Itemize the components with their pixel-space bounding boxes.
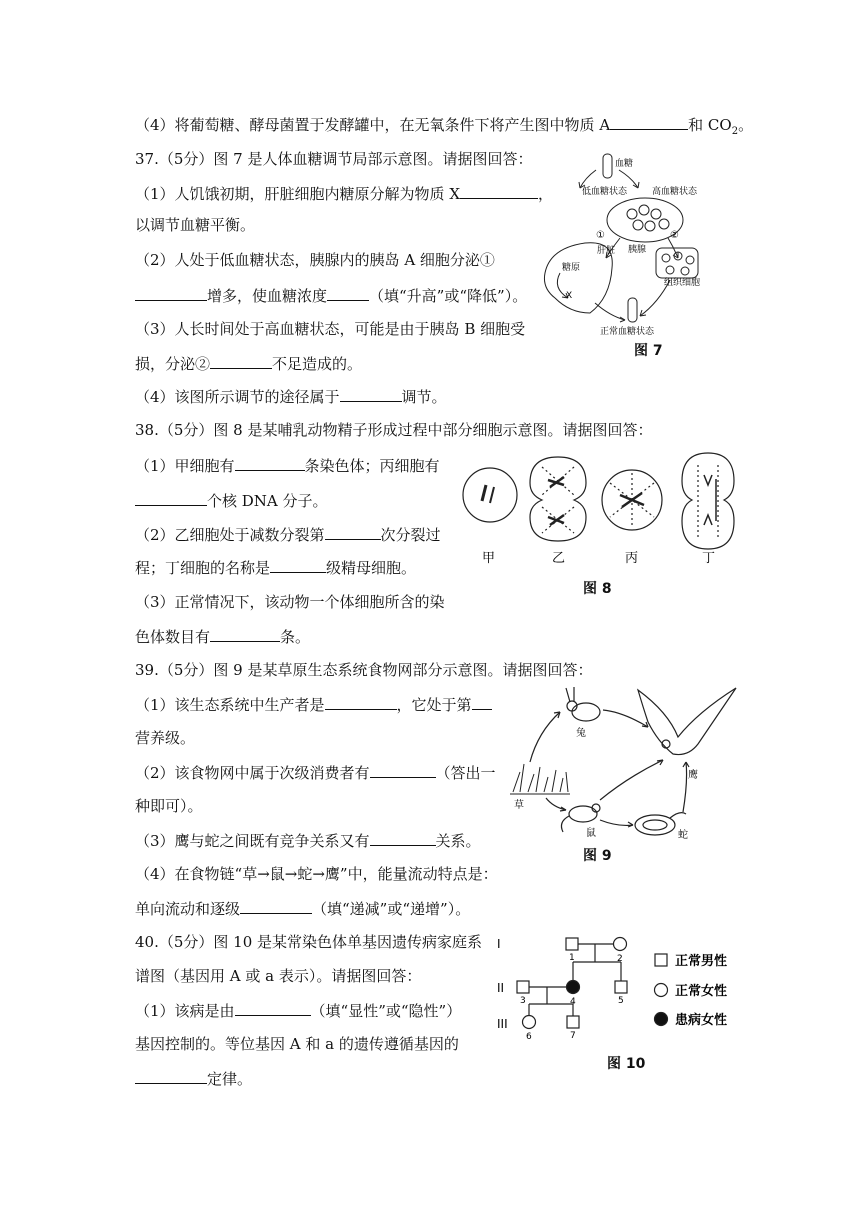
number-5: 5 xyxy=(618,996,624,1006)
q37-p3b: 损，分泌② 不足造成的。 xyxy=(135,355,363,373)
q40-title: 40.（5分）图 10 是某常染色体单基因遗传病家庭系 xyxy=(135,933,483,951)
figure-7-caption: 图 7 xyxy=(634,343,663,359)
answer-blank[interactable] xyxy=(610,114,688,130)
label-rabbit: 兔 xyxy=(576,728,586,739)
answer-blank[interactable] xyxy=(235,455,305,471)
individual-6-female xyxy=(523,1016,536,1029)
label-tissue-cells: 组织细胞 xyxy=(664,278,701,288)
label-x: X xyxy=(566,291,573,301)
label-normal-sugar: 正常血糖状态 xyxy=(600,327,655,337)
q36-p4: （4）将葡萄糖、酵母菌置于发酵罐中，在无氧条件下将产生图中物质 A 和 $CO_2$。 xyxy=(135,116,754,137)
q38-p1: （1）甲细胞有 条染色体；丙细胞有 xyxy=(135,457,440,475)
figure-7-blood-sugar-diagram xyxy=(540,148,750,348)
number-2: 2 xyxy=(617,954,623,964)
figure-9-food-web xyxy=(508,682,748,847)
individual-5-male xyxy=(615,981,627,993)
eagle-icon xyxy=(638,688,736,755)
q40-p1b: 基因控制的。等位基因 A 和 a 的遗传遵循基因的 xyxy=(135,1035,459,1053)
q40-title2: 谱图（基因用 A 或 a 表示）。请据图回答： xyxy=(135,967,422,985)
answer-blank[interactable] xyxy=(210,353,272,369)
q38-p3: （3）正常情况下，该动物一个体细胞所含的染 xyxy=(135,593,445,611)
grass-icon xyxy=(510,764,570,794)
q39-p2: （2）该食物网中属于次级消费者有 （答出一 xyxy=(135,764,496,782)
q37-p3: （3）人长时间处于高血糖状态，可能是由于胰岛 B 细胞受 xyxy=(135,320,526,338)
q38-p1b: 个核 DNA 分子。 xyxy=(135,490,328,511)
figure-9-caption: 图 9 xyxy=(583,848,612,864)
individual-1-male xyxy=(566,938,578,950)
answer-blank[interactable] xyxy=(340,386,402,402)
label-grass: 草 xyxy=(514,800,524,811)
answer-blank[interactable] xyxy=(270,557,326,573)
q39-title: 39.（5分）图 9 是某草原生态系统食物网部分示意图。请据图回答： xyxy=(135,661,593,679)
legend-male-icon xyxy=(655,954,667,966)
answer-blank[interactable] xyxy=(135,285,207,301)
number-7: 7 xyxy=(570,1031,576,1041)
legend-affected-female-icon xyxy=(655,1013,668,1026)
label-circled-1: ① xyxy=(596,230,605,241)
q38-p2b: 程；丁细胞的名称是 级精母细胞。 xyxy=(135,559,417,577)
number-6: 6 xyxy=(526,1032,532,1042)
cell-yi xyxy=(530,457,586,541)
q37-title: 37.（5分）图 7 是人体血糖调节局部示意图。请据图回答： xyxy=(135,150,533,168)
answer-blank[interactable] xyxy=(325,524,381,540)
answer-blank[interactable] xyxy=(327,285,369,301)
q38-p3b: 色体数目有 条。 xyxy=(135,628,311,646)
q37-p2b: 增多，使血糖浓度 （填“升高”或“降低”）。 xyxy=(135,285,527,306)
q37-p1b: 以调节血糖平衡。 xyxy=(135,216,256,234)
label-eagle: 鹰 xyxy=(688,770,698,781)
legend-affected-female: 患病女性 xyxy=(675,1013,728,1028)
generation-label-2: II xyxy=(497,981,505,995)
label-snake: 蛇 xyxy=(678,830,688,841)
answer-blank[interactable] xyxy=(135,1068,207,1084)
answer-blank[interactable] xyxy=(235,1000,311,1016)
q39-p1b: 营养级。 xyxy=(135,729,196,747)
q37-p2: （2）人处于低血糖状态，胰腺内的胰岛 A 细胞分泌① xyxy=(135,251,495,269)
answer-blank[interactable] xyxy=(370,762,436,778)
generation-label-1: I xyxy=(497,937,501,951)
answer-blank[interactable] xyxy=(240,898,312,914)
answer-blank[interactable] xyxy=(210,626,280,642)
legend-normal-female: 正常女性 xyxy=(675,984,728,999)
figure-10-pedigree xyxy=(495,930,755,1060)
label-blood-sugar: 血糖 xyxy=(615,159,634,169)
test-tube-icon xyxy=(603,154,612,178)
generation-label-3: III xyxy=(497,1017,508,1031)
q38-title: 38.（5分）图 8 是某哺乳动物精子形成过程中部分细胞示意图。请据图回答： xyxy=(135,421,653,439)
figure-8-cells-diagram xyxy=(460,445,740,570)
test-tube-icon xyxy=(628,298,637,322)
individual-3-male xyxy=(517,981,529,993)
answer-blank[interactable] xyxy=(370,830,436,846)
q37-p1: （1）人饥饿初期，肝脏细胞内糖原分解为物质 X ， xyxy=(135,185,554,203)
cell-jia xyxy=(463,468,517,522)
label-circled-2: ② xyxy=(670,230,679,241)
q37-p4: （4）该图所示调节的途径属于 调节。 xyxy=(135,388,447,406)
figure-8-caption: 图 8 xyxy=(583,581,612,597)
label-liver: 肝脏 xyxy=(597,246,616,256)
q40-p1c: 定律。 xyxy=(135,1068,252,1089)
answer-blank[interactable] xyxy=(135,490,207,506)
q39-p4b: 单向流动和逐级 （填“递减”或“递增”）。 xyxy=(135,900,471,918)
label-high-sugar: 高血糖状态 xyxy=(652,187,698,197)
legend-female-icon xyxy=(655,984,668,997)
q39-p4: （4）在食物链“草→鼠→蛇→鹰”中，能量流动特点是： xyxy=(135,865,498,883)
legend-normal-male: 正常男性 xyxy=(675,954,728,969)
answer-blank[interactable] xyxy=(325,694,397,710)
individual-7-male xyxy=(567,1016,579,1028)
figure-10-caption: 图 10 xyxy=(607,1056,646,1072)
label-pancreas: 胰腺 xyxy=(628,245,647,255)
q39-p2b: 种即可）。 xyxy=(135,797,203,815)
q39-p3: （3）鹰与蛇之间既有竞争关系又有 关系。 xyxy=(135,832,481,850)
rabbit-icon xyxy=(566,687,600,721)
individual-4-affected-female xyxy=(567,981,580,994)
label-mouse: 鼠 xyxy=(586,828,596,839)
q40-p1: （1）该病是由 （填“显性”或“隐性”） xyxy=(135,1002,462,1020)
number-1: 1 xyxy=(569,953,575,963)
number-4: 4 xyxy=(570,997,576,1007)
q38-p2: （2）乙细胞处于减数分裂第 次分裂过 xyxy=(135,526,441,544)
cell-ding xyxy=(682,453,734,549)
label-bing: 丙 xyxy=(625,551,639,566)
label-yi: 乙 xyxy=(552,551,566,566)
individual-2-female xyxy=(614,938,627,951)
label-jia: 甲 xyxy=(482,551,496,566)
answer-blank[interactable] xyxy=(460,183,538,199)
answer-blank[interactable] xyxy=(472,694,492,710)
label-low-sugar: 低血糖状态 xyxy=(582,187,628,197)
label-glycogen: 糖原 xyxy=(562,263,581,273)
q39-p1: （1）该生态系统中生产者是 ，它处于第 xyxy=(135,694,492,715)
number-3: 3 xyxy=(520,996,526,1006)
label-ding: 丁 xyxy=(702,551,716,566)
